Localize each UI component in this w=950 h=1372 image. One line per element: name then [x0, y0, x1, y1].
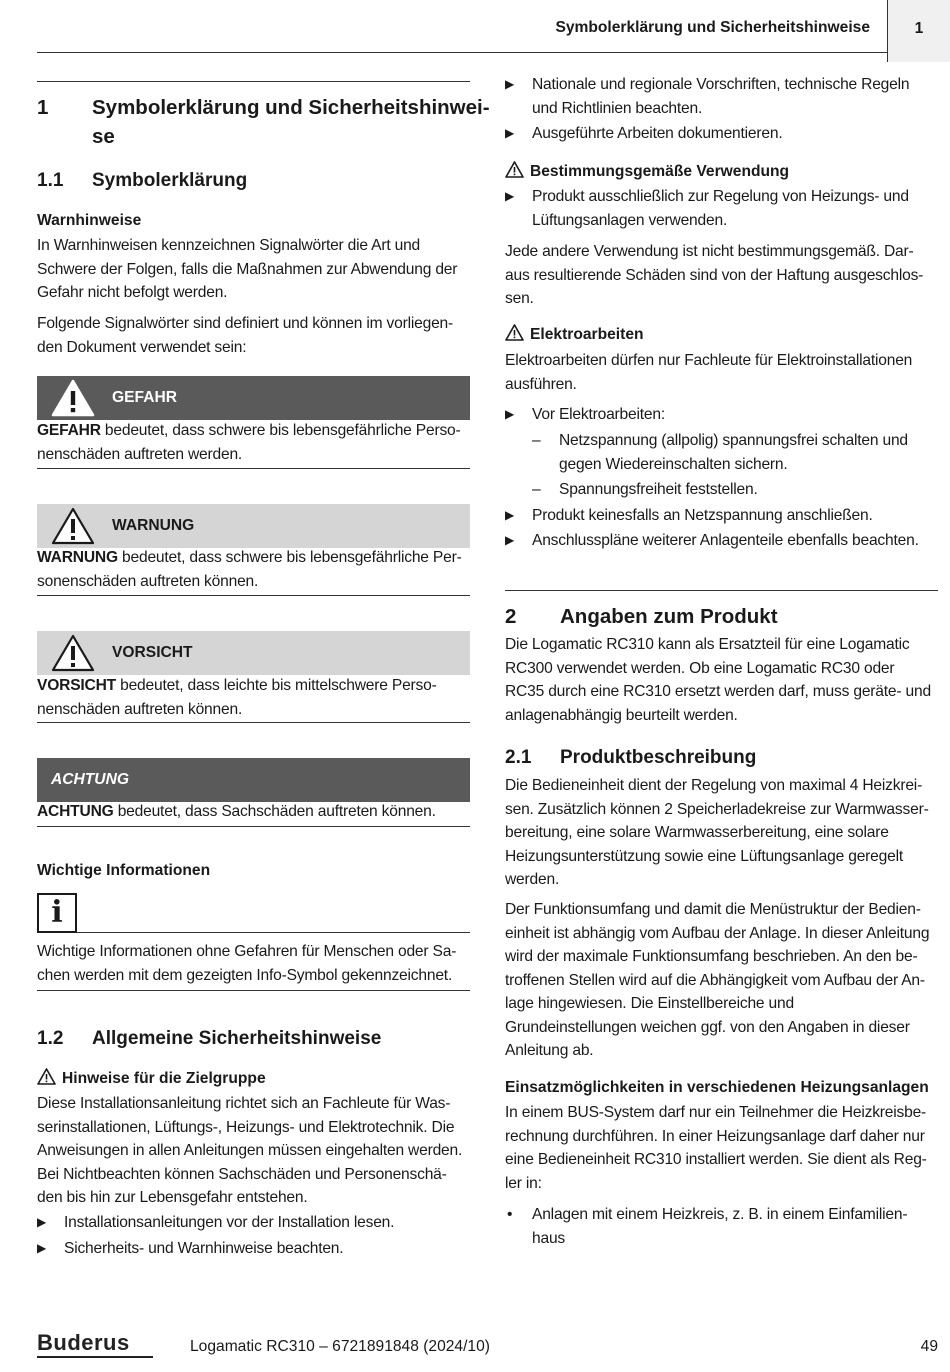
warnhinweise-heading: Warnhinweise: [37, 212, 142, 229]
section-rule: [505, 590, 938, 591]
warnung-description: WARNUNG bedeutet, dass schwere bis lebensgefährliche Per- sonenschäden auftreten können.: [37, 549, 462, 590]
gefahr-label: GEFAHR: [112, 389, 177, 406]
info-heading: Wichtige Informationen: [37, 862, 211, 879]
header-rule: [37, 52, 887, 53]
zielgruppe-text: Diese Installationsanleitung richtet sich an Fachleute für Was- serinstallationen, Lüftungs-, Heizungs- und Elektrotechnik. Die Anweisungen in allen Anleitungen müssen eingehalten werden. Bei Nichtbeachten können Sachschäden und Personenschä- den bis hin zur Lebensgefahr entstehen.: [37, 1095, 463, 1206]
arrow-bullet-icon: ▶: [505, 533, 515, 547]
bestimmung-heading: Bestimmungsgemäße Verwendung: [505, 160, 789, 184]
achtung-label: ACHTUNG: [51, 771, 129, 788]
arrow-bullet-icon: ▶: [505, 407, 515, 421]
arrow-bullet-icon: ▶: [505, 126, 515, 140]
dot-bullet-icon: •: [507, 1206, 513, 1223]
warning-triangle-icon: [505, 161, 524, 178]
arrow-bullet-icon: ▶: [505, 77, 515, 91]
bestimmung-text: Jede andere Verwendung ist nicht bestimmungsgemäß. Dar- aus resultierende Schäden sind von der Haftung ausgeschlos- sen.: [505, 243, 924, 307]
chapter-tab: 1: [887, 0, 950, 62]
gefahr-banner: [37, 376, 470, 420]
logo-underline: [37, 1356, 153, 1358]
heading-1-title-line1: Symbolerklärung und Sicherheitshinwei-: [92, 96, 490, 119]
zielgruppe-heading: Hinweise für die Zielgruppe: [37, 1067, 266, 1091]
dash-marker: –: [532, 481, 541, 498]
running-header: Symbolerklärung und Sicherheitshinweise: [555, 19, 870, 36]
warning-triangle-icon: [51, 634, 95, 672]
einsatz-heading: Einsatzmöglichkeiten in verschiedenen Heizungsanlagen: [505, 1079, 929, 1096]
arrow-bullet-icon: ▶: [505, 189, 515, 203]
info-rule-bottom: [37, 990, 470, 991]
vorsicht-description: VORSICHT bedeutet, dass leichte bis mittelschwere Perso- nenschäden auftreten können.: [37, 677, 437, 718]
warning-triangle-icon: [37, 1068, 56, 1085]
vorsicht-banner: [37, 631, 470, 675]
heading-2-title: Angaben zum Produkt: [560, 605, 778, 628]
arrow-bullet-icon: ▶: [37, 1215, 47, 1229]
warning-triangle-icon: [505, 324, 524, 341]
warnhinweise-text: In Warnhinweisen kennzeichnen Signalwörter die Art und Schwere der Folgen, falls die Maßnahmen zur Abwendung der Gefahr nicht befolgt werden.: [37, 237, 458, 301]
warning-triangle-icon: [51, 507, 95, 545]
gefahr-description: GEFAHR bedeutet, dass schwere bis lebensgefährliche Perso- nenschäden auftreten werden.: [37, 422, 461, 463]
elektro-text: Elektroarbeiten dürfen nur Fachleute für Elektroinstallationen ausführen.: [505, 352, 913, 393]
produktbeschreibung-text-1: Die Bedieneinheit dient der Regelung von maximal 4 Heizkrei- sen. Zusätzlich können 2 Speicherladekreise zur Warmwasser- bereitung, eine solare Warmwasserbereitung, eine solare Heizungsunterstützung sowie eine Lüftungsanlage geregelt werden.: [505, 777, 929, 888]
footer-document-id: Logamatic RC310 – 6721891848 (2024/10): [190, 1338, 490, 1355]
produktbeschreibung-text-2: Der Funktionsumfang und damit die Menüstruktur der Bedien- einheit ist abhängig vom Aufbau der Anlage. In dieser Anleitung wird der maximale Funktionsumfang beschrieben. An den be- troffenen Stellen wird auf die Abhängigkeit vom Aufbau der An- lage hingewiesen. Die Einstellbereiche und Grundeinstellungen weichen ggf. von den Angaben in dieser Anleitung ab.: [505, 901, 930, 1059]
heading-1-1-title: Symbolerklärung: [92, 170, 248, 191]
heading-2-number: 2: [505, 605, 517, 628]
einsatz-text: In einem BUS-System darf nur ein Teilnehmer die Heizkreisbe- rechnung durchführen. In einer Heizungsanlage darf daher nur eine Bedieneinheit RC310 installiert werden. Sie dient als Reg- ler in:: [505, 1104, 927, 1192]
heading-1-title-line2: se: [92, 125, 115, 148]
heading-1-2-title: Allgemeine Sicherheitshinweise: [92, 1028, 382, 1049]
page-number: 49: [920, 1338, 938, 1355]
achtung-description: ACHTUNG bedeutet, dass Sachschäden auftreten können.: [37, 803, 436, 820]
warnung-rule: [37, 595, 470, 596]
info-icon: i: [37, 893, 77, 933]
produkt-text: Die Logamatic RC310 kann als Ersatzteil für eine Logamatic RC300 verwendet werden. Ob eine Logamatic RC30 oder RC35 durch eine RC310 ersetzt werden darf, muss geräte- und anlagenabhängig beurteilt werden.: [505, 636, 931, 724]
vorsicht-rule: [37, 722, 470, 723]
warning-triangle-icon: [51, 379, 95, 417]
signalwoerter-text: Folgende Signalwörter sind definiert und können im vorliegen- den Dokument verwendet sein:: [37, 315, 454, 356]
heading-1-1-number: 1.1: [37, 170, 64, 191]
achtung-banner: [37, 758, 470, 802]
achtung-rule: [37, 826, 470, 827]
heading-2-1-number: 2.1: [505, 747, 532, 768]
info-text: Wichtige Informationen ohne Gefahren für Menschen oder Sa- chen werden mit dem gezeigten Info-Symbol gekennzeichnet.: [37, 943, 457, 984]
vorsicht-label: VORSICHT: [112, 644, 193, 661]
warnung-label: WARNUNG: [112, 517, 195, 534]
info-rule-top: [77, 932, 470, 933]
arrow-bullet-icon: ▶: [505, 508, 515, 522]
elektro-heading: Elektroarbeiten: [505, 323, 644, 347]
arrow-bullet-icon: ▶: [37, 1241, 47, 1255]
heading-1-number: 1: [37, 96, 49, 119]
heading-1-2-number: 1.2: [37, 1028, 64, 1049]
dash-marker: –: [532, 432, 541, 449]
warnung-banner: [37, 504, 470, 548]
gefahr-rule: [37, 468, 470, 469]
buderus-logo: Buderus: [37, 1330, 130, 1355]
heading-2-1-title: Produktbeschreibung: [560, 747, 757, 768]
section-rule: [37, 81, 470, 82]
